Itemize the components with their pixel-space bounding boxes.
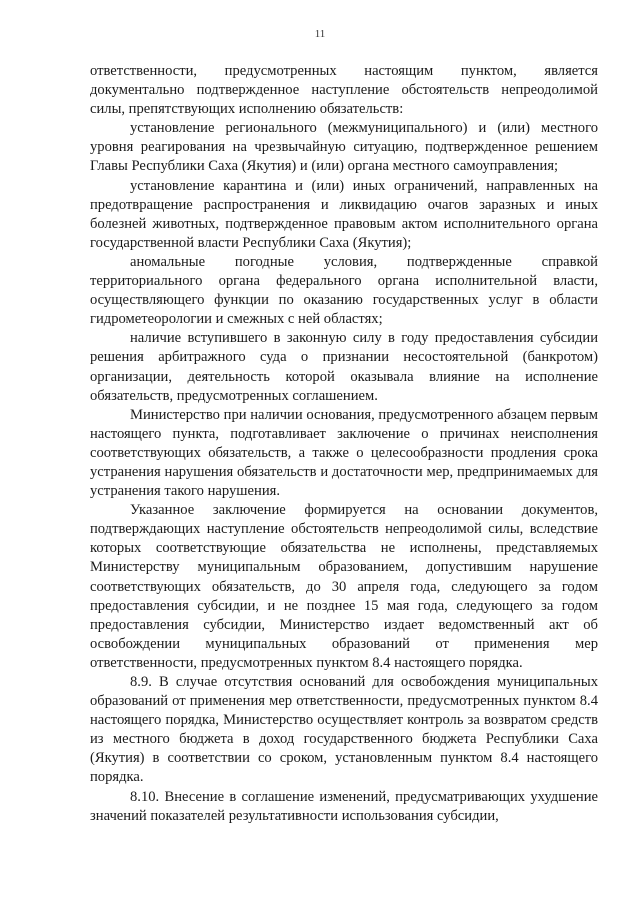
paragraph-3: установление карантина и (или) иных ограничений, направленных на предотвращение распространения и ликвидацию очагов заразных и иных болезней животных, подтвержденное правовым актом исполнительного органа государственной власти Республики Саха (Якутия); xyxy=(90,177,598,251)
paragraph-2: установление регионального (межмуниципального) и (или) местного уровня реагирования на чрезвычайную ситуацию, подтвержденное решением Главы Республики Саха (Якутия) и (или) органа местного самоуправления; xyxy=(90,120,598,175)
document-body xyxy=(90,62,598,826)
paragraph-8-10: 8.10. Внесение в соглашение изменений, предусматривающих ухудшение значений показателей результативности использования субсидии, xyxy=(90,788,598,824)
paragraph-7: Указанное заключение формируется на основании документов, подтверждающих наступление обстоятельств непреодолимой силы, вследствие которых соответствующие обязательства не исполнены, представляемых Министерству муниципальным образованием, допустившим нарушение соответствующих обязательств, до 30 апреля года, следующего за годом предоставления субсидии, и не позднее 15 мая года, следующего за годом предоставления субсидии, Министерство издает ведомственный акт об освобождении муниципальных образований от применения мер ответственности, предусмотренных пунктом 8.4 настоящего порядка. xyxy=(90,502,598,671)
paragraph-1: ответственности, предусмотренных настоящим пунктом, является документально подтвержденное наступление обстоятельств непреодолимой силы, препятствующих исполнению обязательств: xyxy=(90,63,598,118)
paragraph-5: наличие вступившего в законную силу в году предоставления субсидии решения арбитражного суда о признании несостоятельной (банкротом) организации, деятельность которой оказывала влияние на исполнение обязательств, предусмотренных соглашением. xyxy=(90,330,598,404)
paragraph-6: Министерство при наличии основания, предусмотренного абзацем первым настоящего пункта, подготавливает заключение о причинах неисполнения соответствующих обязательств, а также о целесообразности продления срока устранения нарушения обязательств и достаточности мер, предпринимаемых для устранения такого нарушения. xyxy=(90,406,598,500)
paragraph-8-9: 8.9. В случае отсутствия оснований для освобождения муниципальных образований от применения мер ответственности, предусмотренных пунктом 8.4 настоящего порядка, Министерство осуществляет контроль за возвратом средств из местного бюджета в доход государственного бюджета Республики Саха (Якутия) в соответствии со сроком, установленным пунктом 8.4 настоящего порядка. xyxy=(90,674,598,786)
page-number: 11 xyxy=(314,28,326,40)
paragraph-4: аномальные погодные условия, подтвержденные справкой территориального органа федерального органа исполнительной власти, осуществляющего функции по оказанию государственных услуг в области гидрометеорологии и смежных с ней областях; xyxy=(90,253,598,328)
